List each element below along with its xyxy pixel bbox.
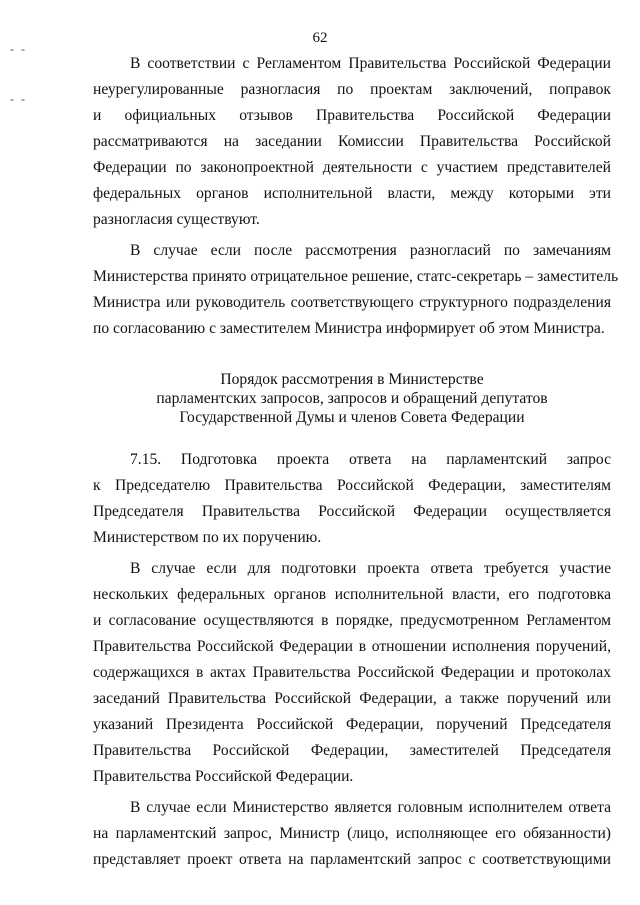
paragraph — [93, 238, 619, 342]
paragraph-line: рассматриваются на заседании Комиссии Правительства Российской — [93, 133, 611, 150]
paragraph-line: Федерации по законопроектной деятельности с участием представителей — [93, 159, 611, 176]
paragraph — [93, 447, 611, 551]
section-heading — [93, 370, 611, 427]
heading-line: парламентских запросов, запросов и обращений депутатов — [156, 390, 548, 407]
paragraph — [93, 795, 611, 873]
paragraph-line: к Председателю Правительства Российской Федерации, заместителям — [93, 477, 611, 494]
paragraph-line: Правительства Российской Федерации. — [93, 768, 354, 785]
paragraph-line: заседаний Правительства Российской Федерации, а также поручений или — [93, 690, 611, 707]
paragraph-line: В случае если Министерство является головным исполнителем ответа — [130, 799, 611, 816]
paragraph-line: Правительства Российской Федерации в отношении исполнения поручений, — [93, 638, 611, 655]
paragraph-line: указаний Президента Российской Федерации, поручений Председателя — [93, 716, 611, 733]
paragraph-line: В случае если после рассмотрения разногласий по замечаниям — [130, 242, 611, 259]
paragraph-line: на парламентский запрос, Министр (лицо, исполняющее его обязанности) — [93, 825, 611, 842]
paragraph-line: разногласия существуют. — [93, 211, 260, 228]
paragraph-line: Председателя Правительства Российской Федерации осуществляется — [93, 503, 611, 520]
heading-line: Государственной Думы и членов Совета Федерации — [179, 409, 525, 426]
paragraph-line: Министерства принято отрицательное решение, статс-секретарь – заместитель — [93, 268, 619, 285]
paragraph-line: В случае если для подготовки проекта ответа требуется участие — [130, 560, 611, 577]
paragraph — [93, 51, 611, 233]
paragraph-line: Правительства Российской Федерации, заместителей Председателя — [93, 742, 611, 759]
margin-mark: - - — [10, 92, 27, 106]
paragraph-line: неурегулированные разногласия по проектам заключений, поправок — [93, 81, 611, 98]
document-body — [93, 51, 619, 878]
paragraph-line: по согласованию с заместителем Министра информирует об этом Министра. — [93, 320, 605, 337]
margin-mark: - - — [10, 42, 27, 56]
paragraph-line: 7.15. Подготовка проекта ответа на парламентский запрос — [130, 451, 611, 468]
paragraph — [93, 556, 611, 790]
paragraph-line: представляет проект ответа на парламентский запрос с соответствующими — [93, 851, 611, 868]
paragraph-line: Министра или руководитель соответствующего структурного подразделения — [93, 294, 611, 311]
paragraph-line: содержащихся в актах Правительства Российской Федерации и протоколах — [93, 664, 611, 681]
page-number: 62 — [312, 30, 328, 46]
heading-line: Порядок рассмотрения в Министерстве — [220, 371, 484, 388]
paragraph-line: и официальных отзывов Правительства Российской Федерации — [93, 107, 611, 124]
paragraph-line: Министерством по их поручению. — [93, 529, 322, 546]
paragraph-line: федеральных органов исполнительной власти, между которыми эти — [93, 185, 611, 202]
paragraph-line: и согласование осуществляются в порядке, предусмотренном Регламентом — [93, 612, 611, 629]
paragraph-line: нескольких федеральных органов исполнительной власти, его подготовка — [93, 586, 611, 603]
paragraph-line: В соответствии с Регламентом Правительства Российской Федерации — [130, 55, 611, 72]
